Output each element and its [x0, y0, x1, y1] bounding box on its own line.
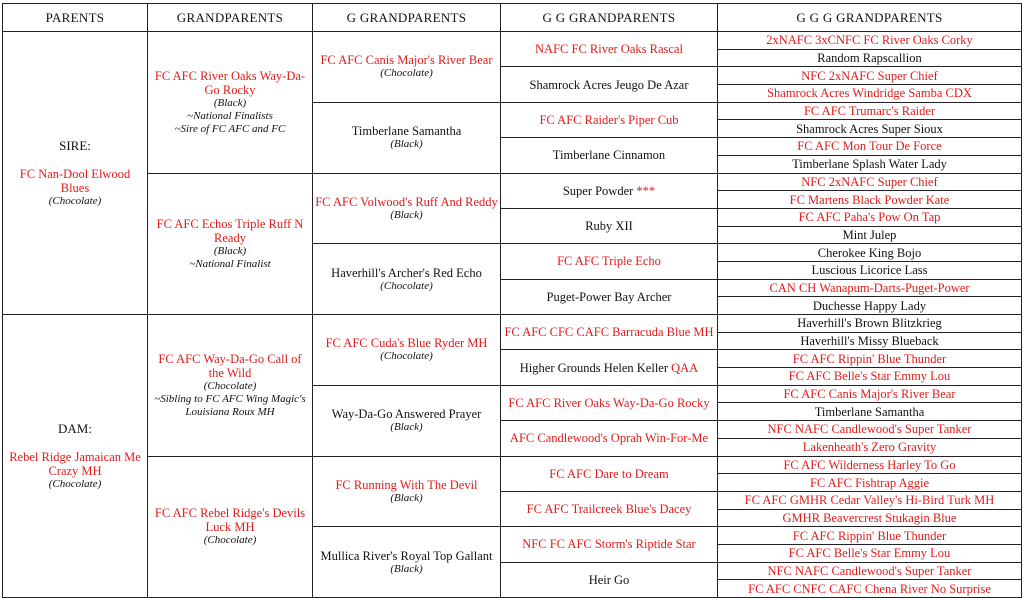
ggg-grandparent-cell: [718, 102, 1022, 120]
ggg-grandparent-cell: [718, 385, 1022, 403]
g-grandparent-cell-color: (Black): [390, 138, 423, 151]
g-grandparent-cell: [313, 456, 501, 527]
g-grandparent-cell: [313, 385, 501, 456]
gg-grandparent-name: Super Powder: [562, 183, 634, 198]
gg-grandparent-suffix: QAA: [671, 360, 699, 375]
gg-grandparent-cell: [501, 421, 718, 456]
pedigree-row: [3, 173, 1022, 191]
gg-grandparent-cell: [501, 138, 718, 173]
ggg-grandparent-cell: [718, 297, 1022, 315]
sire-cell: [3, 32, 148, 315]
ggg-grandparent-cell: [718, 438, 1022, 456]
ggg-grandparent-cell: [718, 279, 1022, 297]
ggg-grandparent-cell: [718, 155, 1022, 173]
ggg-grandparent-name: FC AFC Trumarc's Raider: [803, 104, 936, 119]
g-grandparent-cell: [313, 102, 501, 173]
gg-grandparent-cell: [501, 385, 718, 420]
ggg-grandparent-cell: [718, 315, 1022, 333]
gg-grandparent-cell: [501, 491, 718, 526]
grandparent-cell-color: (Chocolate): [203, 534, 257, 547]
g-grandparent-cell-name: FC AFC Cuda's Blue Ryder MH: [325, 336, 488, 351]
header-gg-grandparents: G G GRANDPARENTS: [501, 4, 718, 32]
ggg-grandparent-name: FC AFC Paha's Pow On Tap: [798, 210, 941, 225]
grandparent-cell-color: (Chocolate): [203, 379, 257, 392]
pedigree-table: [2, 3, 1022, 598]
gg-grandparent-cell: [501, 32, 718, 67]
g-grandparent-cell: [313, 244, 501, 315]
ggg-grandparent-cell: [718, 67, 1022, 85]
pedigree-row: [3, 315, 1022, 333]
sire-cell-label: SIRE:: [59, 137, 91, 153]
ggg-grandparent-cell: [718, 350, 1022, 368]
ggg-grandparent-name: 2xNAFC 3xCNFC FC River Oaks Corky: [766, 33, 973, 48]
gg-grandparent-cell: [501, 562, 718, 597]
g-grandparent-cell-color: (Chocolate): [380, 350, 433, 363]
grandparent-cell-note: ~Sibling to FC AFC Wing Magic's Louisiana Roux MH: [154, 392, 306, 418]
header-row: [3, 4, 1022, 32]
ggg-grandparent-cell: [718, 544, 1022, 562]
grandparent-cell: [148, 315, 313, 457]
pedigree-row: [3, 32, 1022, 50]
grandparent-cell-name: FC AFC Way-Da-Go Call of the Wild: [158, 351, 302, 380]
ggg-grandparent-name: Mint Julep: [842, 227, 897, 242]
gg-grandparent-name: FC AFC Raider's Piper Cub: [539, 112, 679, 127]
grandparent-cell-note: ~National Finalist: [189, 257, 271, 270]
g-grandparent-cell-color: (Black): [390, 421, 423, 434]
ggg-grandparent-cell: [718, 491, 1022, 509]
grandparent-cell-name: FC AFC River Oaks Way-Da-Go Rocky: [154, 68, 306, 97]
ggg-grandparent-cell: [718, 32, 1022, 50]
sire-cell-name: FC Nan-Dool Elwood Blues: [19, 166, 131, 195]
ggg-grandparent-cell: [718, 261, 1022, 279]
gg-grandparent-name: FC AFC Dare to Dream: [549, 466, 669, 481]
ggg-grandparent-name: NFC NAFC Candlewood's Super Tanker: [767, 563, 972, 578]
ggg-grandparent-name: Cherokee King Bojo: [817, 245, 922, 260]
ggg-grandparent-name: FC AFC CNFC CAFC Chena River No Surprise: [748, 581, 991, 596]
g-grandparent-cell-name: Way-Da-Go Answered Prayer: [331, 407, 482, 422]
g-grandparent-cell-color: (Black): [390, 562, 423, 575]
grandparent-cell-note: ~Sire of FC AFC and FC: [174, 122, 286, 135]
gg-grandparent-name: FC AFC CFC CAFC Barracuda Blue MH: [504, 325, 714, 340]
gg-grandparent-cell: [501, 527, 718, 562]
pedigree-row: [3, 456, 1022, 474]
gg-grandparent-name: Heir Go: [588, 572, 630, 587]
ggg-grandparent-name: FC AFC Rippin' Blue Thunder: [792, 351, 947, 366]
gg-grandparent-name: Puget-Power Bay Archer: [546, 289, 672, 304]
g-grandparent-cell: [313, 32, 501, 103]
ggg-grandparent-cell: [718, 138, 1022, 156]
gg-grandparent-name: Ruby XII: [585, 219, 633, 234]
ggg-grandparent-name: Duchesse Happy Lady: [812, 298, 927, 313]
ggg-grandparent-cell: [718, 85, 1022, 103]
ggg-grandparent-name: FC AFC Wilderness Harley To Go: [783, 457, 956, 472]
g-grandparent-cell: [313, 173, 501, 244]
g-grandparent-cell-color: (Chocolate): [380, 279, 433, 292]
gg-grandparent-name: NAFC FC River Oaks Rascal: [535, 42, 683, 57]
ggg-grandparent-name: Haverhill's Missy Blueback: [800, 334, 939, 349]
ggg-grandparent-name: Luscious Licorice Lass: [811, 263, 928, 278]
ggg-grandparent-cell: [718, 208, 1022, 226]
grandparent-cell-name: FC AFC Rebel Ridge's Devils Luck MH: [154, 506, 306, 535]
grandparent-cell-color: (Black): [213, 96, 247, 109]
gg-grandparent-cell: [501, 350, 718, 385]
header-g-grandparents: G GRANDPARENTS: [313, 4, 501, 32]
ggg-grandparent-name: Timberlane Samantha: [814, 404, 925, 419]
ggg-grandparent-cell: [718, 403, 1022, 421]
g-grandparent-cell-color: (Black): [390, 491, 423, 504]
dam-cell-color: (Chocolate): [48, 477, 102, 490]
ggg-grandparent-name: FC AFC Rippin' Blue Thunder: [792, 528, 947, 543]
gg-grandparent-cell: [501, 102, 718, 137]
g-grandparent-cell-name: FC AFC Canis Major's River Bear: [320, 53, 493, 68]
g-grandparent-cell-name: Timberlane Samantha: [351, 124, 462, 139]
g-grandparent-cell: [313, 315, 501, 386]
g-grandparent-cell-name: Mullica River's Royal Top Gallant: [320, 548, 493, 563]
gg-grandparent-cell: [501, 67, 718, 102]
ggg-grandparent-cell: [718, 49, 1022, 67]
ggg-grandparent-name: NFC 2xNAFC Super Chief: [801, 174, 938, 189]
ggg-grandparent-cell: [718, 474, 1022, 492]
ggg-grandparent-cell: [718, 527, 1022, 545]
ggg-grandparent-name: FC AFC Mon Tour De Force: [797, 139, 942, 154]
gg-grandparent-name: Higher Grounds Helen Keller: [519, 360, 668, 375]
ggg-grandparent-name: NFC 2xNAFC Super Chief: [801, 68, 938, 83]
gg-grandparent-name: FC AFC Trailcreek Blue's Dacey: [526, 502, 692, 517]
gg-grandparent-name: FC AFC Triple Echo: [557, 254, 661, 269]
dam-cell-label: DAM:: [58, 420, 92, 436]
g-grandparent-cell-name: Haverhill's Archer's Red Echo: [331, 265, 482, 280]
ggg-grandparent-name: Timberlane Splash Water Lady: [792, 157, 947, 172]
grandparent-cell: [148, 456, 313, 598]
dam-cell: [3, 315, 148, 598]
sire-cell-color: (Chocolate): [48, 194, 102, 207]
ggg-grandparent-cell: [718, 421, 1022, 439]
ggg-grandparent-name: FC AFC Belle's Star Emmy Lou: [788, 546, 951, 561]
gg-grandparent-cell: [501, 456, 718, 491]
g-grandparent-cell-color: (Chocolate): [380, 67, 433, 80]
ggg-grandparent-name: CAN CH Wanapum-Darts-Puget-Power: [769, 280, 970, 295]
ggg-grandparent-cell: [718, 226, 1022, 244]
gg-grandparent-name: NFC FC AFC Storm's Riptide Star: [522, 537, 696, 552]
ggg-grandparent-cell: [718, 120, 1022, 138]
gg-grandparent-cell: [501, 244, 718, 279]
ggg-grandparent-name: Haverhill's Brown Blitzkrieg: [797, 316, 942, 331]
ggg-grandparent-name: Shamrock Acres Super Sioux: [796, 121, 943, 136]
ggg-grandparent-name: GMHR Beavercrest Stukagin Blue: [782, 510, 957, 525]
gg-grandparent-cell: [501, 173, 718, 208]
ggg-grandparent-cell: [718, 191, 1022, 209]
ggg-grandparent-name: FC AFC Canis Major's River Bear: [783, 387, 956, 402]
grandparent-cell: [148, 173, 313, 315]
gg-grandparent-name: Timberlane Cinnamon: [552, 148, 666, 163]
ggg-grandparent-name: NFC NAFC Candlewood's Super Tanker: [767, 422, 972, 437]
ggg-grandparent-cell: [718, 562, 1022, 580]
ggg-grandparent-cell: [718, 173, 1022, 191]
g-grandparent-cell-name: FC AFC Volwood's Ruff And Reddy: [315, 194, 498, 209]
ggg-grandparent-cell: [718, 332, 1022, 350]
g-grandparent-cell-color: (Black): [390, 208, 423, 221]
ggg-grandparent-name: FC AFC Belle's Star Emmy Lou: [788, 369, 951, 384]
grandparent-cell-name: FC AFC Echos Triple Ruff N Ready: [156, 216, 304, 245]
ggg-grandparent-name: Shamrock Acres Windridge Samba CDX: [767, 86, 972, 101]
ggg-grandparent-cell: [718, 456, 1022, 474]
ggg-grandparent-name: FC AFC GMHR Cedar Valley's Hi-Bird Turk MH: [744, 493, 995, 508]
gg-grandparent-cell: [501, 279, 718, 314]
gg-grandparent-name: Shamrock Acres Jeugo De Azar: [529, 77, 689, 92]
gg-grandparent-suffix: ***: [636, 183, 656, 198]
gg-grandparent-name: FC AFC River Oaks Way-Da-Go Rocky: [508, 395, 710, 410]
ggg-grandparent-cell: [718, 368, 1022, 386]
ggg-grandparent-cell: [718, 244, 1022, 262]
grandparent-cell: [148, 32, 313, 174]
grandparent-cell-color: (Black): [213, 244, 247, 257]
dam-cell-name: Rebel Ridge Jamaican Me Crazy MH: [9, 449, 141, 478]
ggg-grandparent-cell: [718, 509, 1022, 527]
gg-grandparent-cell: [501, 208, 718, 243]
ggg-grandparent-name: FC AFC Fishtrap Aggie: [809, 475, 930, 490]
gg-grandparent-cell: [501, 315, 718, 350]
gg-grandparent-name: AFC Candlewood's Oprah Win-For-Me: [509, 431, 709, 446]
grandparent-cell-note: ~National Finalists: [187, 109, 273, 122]
ggg-grandparent-cell: [718, 580, 1022, 598]
ggg-grandparent-name: FC Martens Black Powder Kate: [789, 192, 950, 207]
header-ggg-grandparents: G G G GRANDPARENTS: [718, 4, 1022, 32]
header-grandparents: GRANDPARENTS: [148, 4, 313, 32]
g-grandparent-cell: [313, 527, 501, 598]
ggg-grandparent-name: Lakenheath's Zero Gravity: [802, 440, 937, 455]
g-grandparent-cell-name: FC Running With The Devil: [335, 477, 478, 492]
header-parents: PARENTS: [3, 4, 148, 32]
ggg-grandparent-name: Random Rapscallion: [817, 51, 922, 66]
